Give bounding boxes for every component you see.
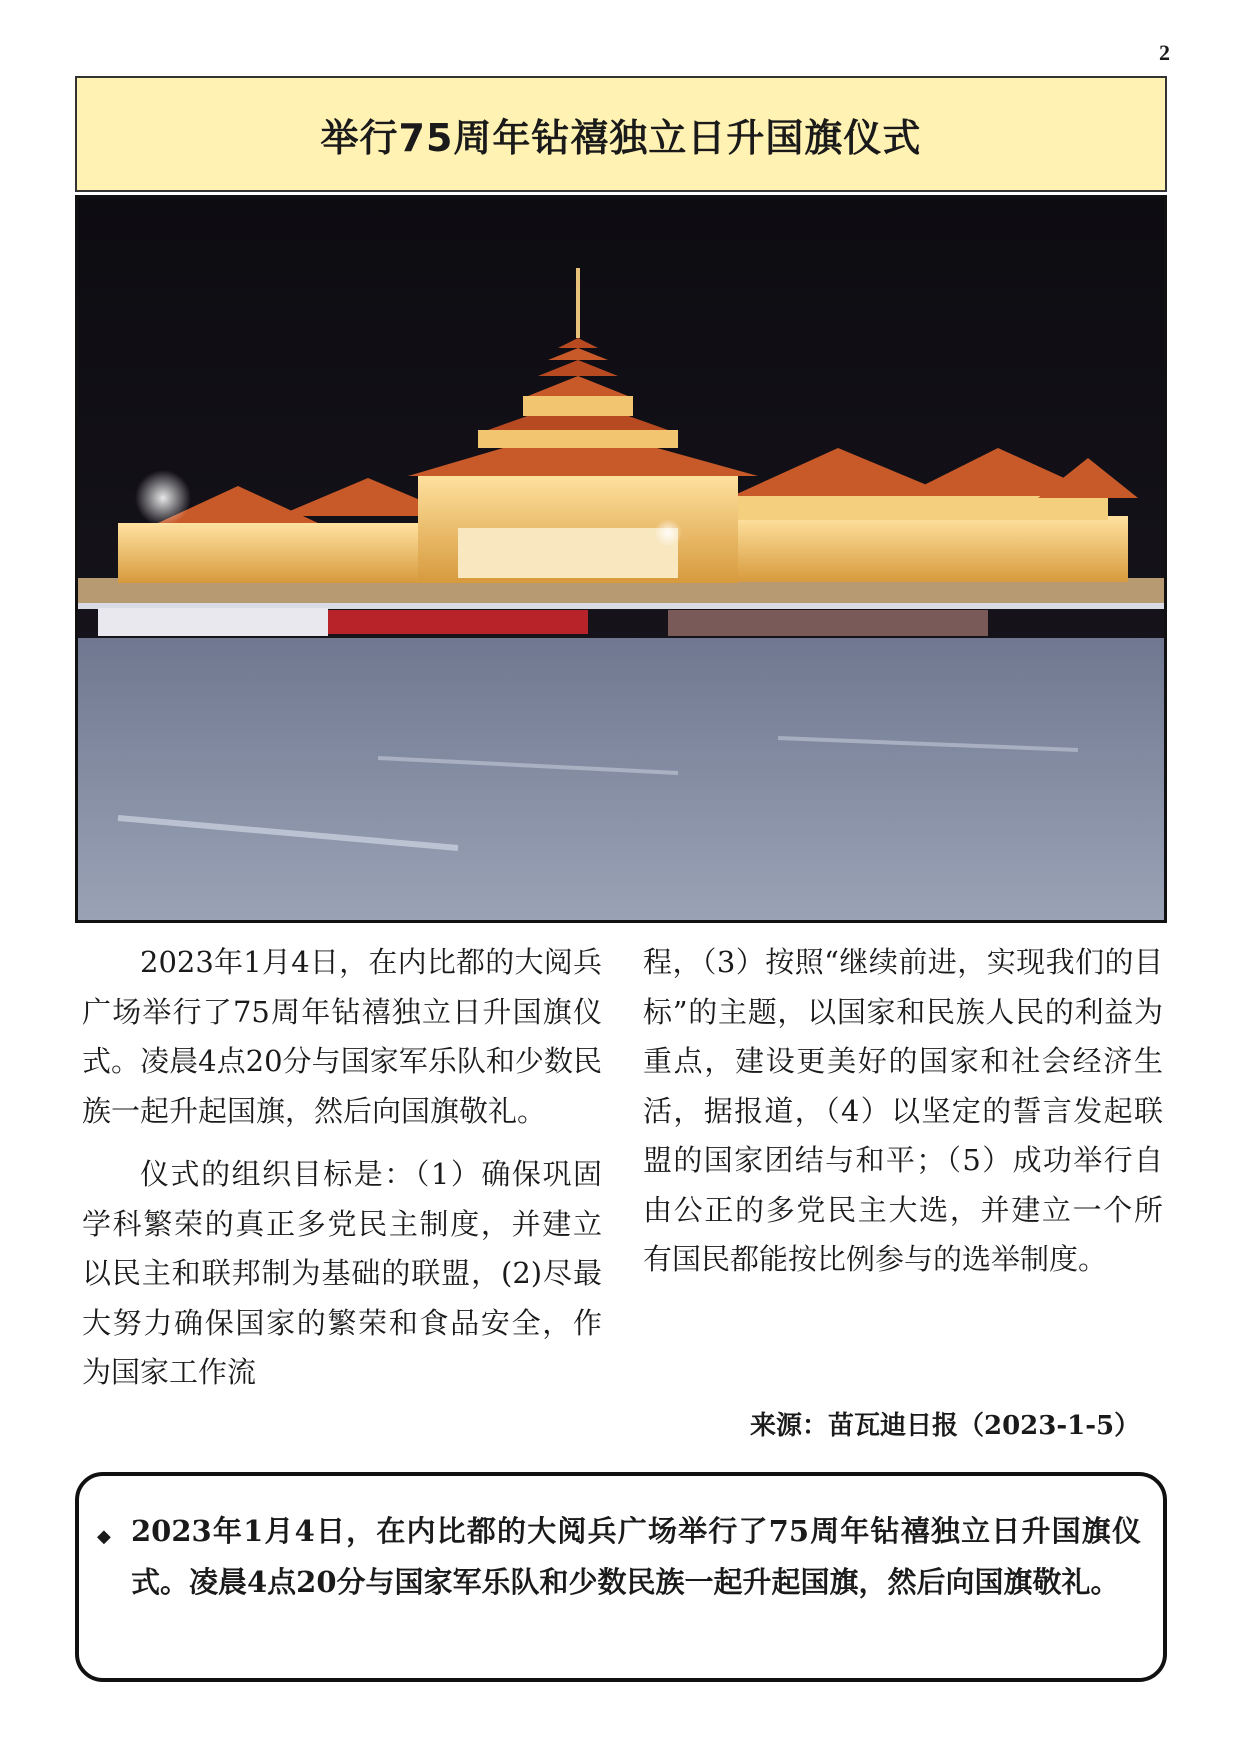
article-left-column [82,938,602,1398]
diamond-bullet-icon: ◆ [97,1526,111,1547]
article-right-column [643,938,1163,1285]
page-title: 举行75周年钻禧独立日升国旗仪式 [320,115,922,160]
article-paragraph: 仪式的组织目标是：（1）确保巩固学科繁荣的真正多党民主制度，并建立以民主和联邦制为基础的联盟，(2)尽最大努力确保国家的繁荣和食品安全，作为国家工作流 [82,1157,602,1389]
ceremony-photo [75,195,1167,923]
article-paragraph: 程，（3）按照“继续前进，实现我们的目标”的主题，以国家和民族人民的利益为重点，建设更美好的国家和社会经济生活，据报道，（4）以坚定的誓言发起联盟的国家团结与和平；（5）成功举行自由公正的多党民主大选，并建立一个所有国民都能按比例参与的选举制度。 [643,945,1163,1276]
summary-text: 2023年1月4日，在内比都的大阅兵广场举行了75周年钻禧独立日升国旗仪式。凌晨4点20分与国家军乐队和少数民族一起升起国旗，然后向国旗敬礼。 [131,1514,1141,1599]
article-paragraph: 2023年1月4日，在内比都的大阅兵广场举行了75周年钻禧独立日升国旗仪式。凌晨4点20分与国家军乐队和少数民族一起升起国旗，然后向国旗敬礼。 [82,945,602,1128]
source-citation: 来源：苗瓦迪日报（2023-1-5） [750,1411,1141,1441]
palace-night-illustration [78,198,1164,920]
page-number: 2 [1159,40,1170,65]
summary-box [75,1472,1167,1682]
title-box [75,76,1167,192]
